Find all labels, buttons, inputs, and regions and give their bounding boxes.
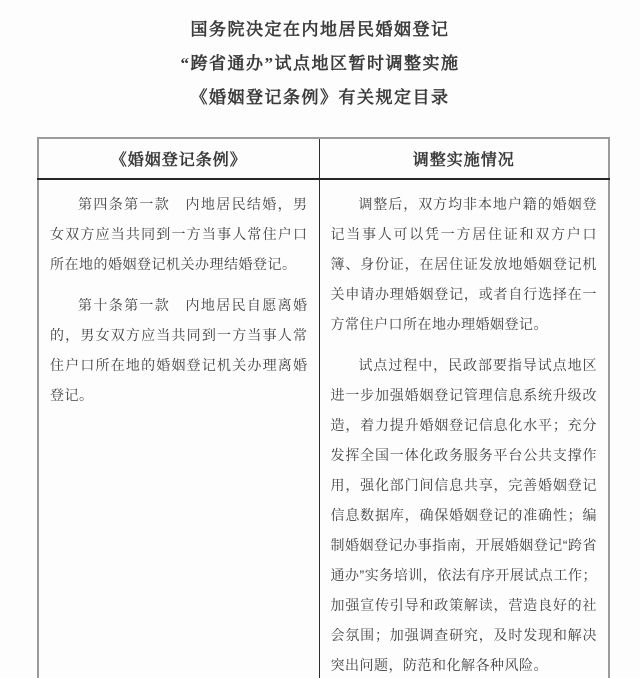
adjustment-paragraph-1: 调整后，双方均非本地户籍的婚姻登记当事人可以凭一方居住证和双方户口簿、身份证，在居住证发放地婚姻登记机关申请办理婚姻登记，或者自行选择在一方常住户口所在地办理婚姻登记。 — [330, 196, 597, 332]
regulation-paragraph-article4: 第四条第一款 内地居民结婚，男女双方应当共同到一方当事人常住户口所在地的婚姻登记机关办理结婚登记。 — [50, 196, 308, 272]
title-line-3: 《婚姻登记条例》有关规定目录 — [190, 88, 450, 107]
title-line-1: 国务院决定在内地居民婚姻登记 — [190, 20, 450, 39]
title-line-2: “跨省通办”试点地区暂时调整实施 — [180, 54, 460, 73]
table-body-row — [38, 179, 609, 678]
table-header-adjustment: 调整实施情况 — [319, 138, 609, 179]
table-header-row — [38, 138, 609, 179]
document-title — [0, 0, 640, 115]
regulation-paragraph-article10: 第十条第一款 内地居民自愿离婚的，男女双方应当共同到一方当事人常住户口所在地的婚姻登记机关办理离婚登记。 — [50, 297, 308, 403]
adjustment-comparison-table — [37, 137, 610, 678]
adjustment-cell — [319, 179, 609, 678]
table-header-regulation: 《婚姻登记条例》 — [38, 138, 319, 179]
regulation-cell — [38, 179, 319, 678]
adjustment-paragraph-2: 试点过程中，民政部要指导试点地区进一步加强婚姻登记管理信息系统升级改造，着力提升婚姻登记信息化水平；充分发挥全国一体化政务服务平台公共支撑作用，强化部门间信息共享，完善婚姻登记信息数据库，确保婚姻登记的准确性；编制婚姻登记办事指南，开展婚姻登记“跨省通办”实务培训，依法有序开展试点工作；加强宣传引导和政策解读，营造良好的社会氛围；加强调查研究，及时发现和解决突出问题，防范和化解各种风险。 — [330, 357, 597, 673]
